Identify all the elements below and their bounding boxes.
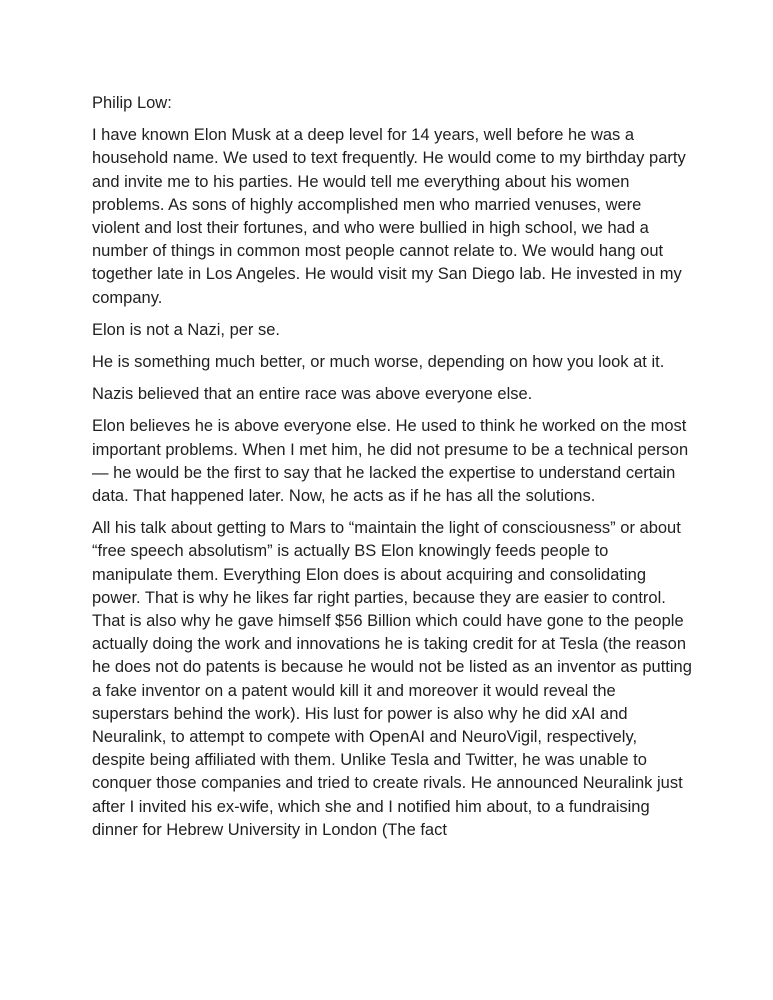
paragraph-not-nazi: Elon is not a Nazi, per se. [92,320,281,339]
paragraph-above-everyone: Elon believes he is above everyone else. He used to think he worked on the most important problems. When I met him, he did not presume to be a technical person — he would be the first to say that he lacked the expertise to understand certain data. That happened later. Now, he acts as if he has all the solutions. [92,417,689,506]
paragraph-nazi-belief: Nazis believed that an entire race was above everyone else. [92,385,533,404]
author-line: Philip Low: [92,94,172,112]
paragraph-better-or-worse: He is something much better, or much worse, depending on how you look at it. [92,353,665,372]
document-body [92,92,692,851]
paragraph-background: I have known Elon Musk at a deep level for 14 years, well before he was a household name. We used to text frequently. He would come to my birthday party and invite me to his parties. He would tell me everything about his women problems. As sons of highly accomplished men who married venuses, were violent and lost their fortunes, and who were bullied in high school, we had a number of things in common most people cannot relate to. We would hang out together late in Los Angeles. He would visit my San Diego lab. He invested in my company. [92,126,686,307]
paragraph-power: All his talk about getting to Mars to “maintain the light of consciousness” or about “free speech absolutism” is actually BS Elon knowingly feeds people to manipulate them. Everything Elon does is about acquiring and consolidating power. That is why he likes far right parties, because they are easier to control. That is also why he gave himself $56 Billion which could have gone to the people actually doing the work and innovations he is taking credit for at Tesla (the reason he does not do patents is because he would not be listed as an inventor as putting a fake inventor on a patent would kill it and moreover it would reveal the superstars behind the work). His lust for power is also why he did xAI and Neuralink, to attempt to compete with OpenAI and NeuroVigil, respectively, despite being affiliated with them. Unlike Tesla and Twitter, he was unable to conquer those companies and tried to create rivals. He announced Neuralink just after I invited his ex-wife, which she and I notified him about, to a fundraising dinner for Hebrew University in London (The fact [92,519,692,839]
